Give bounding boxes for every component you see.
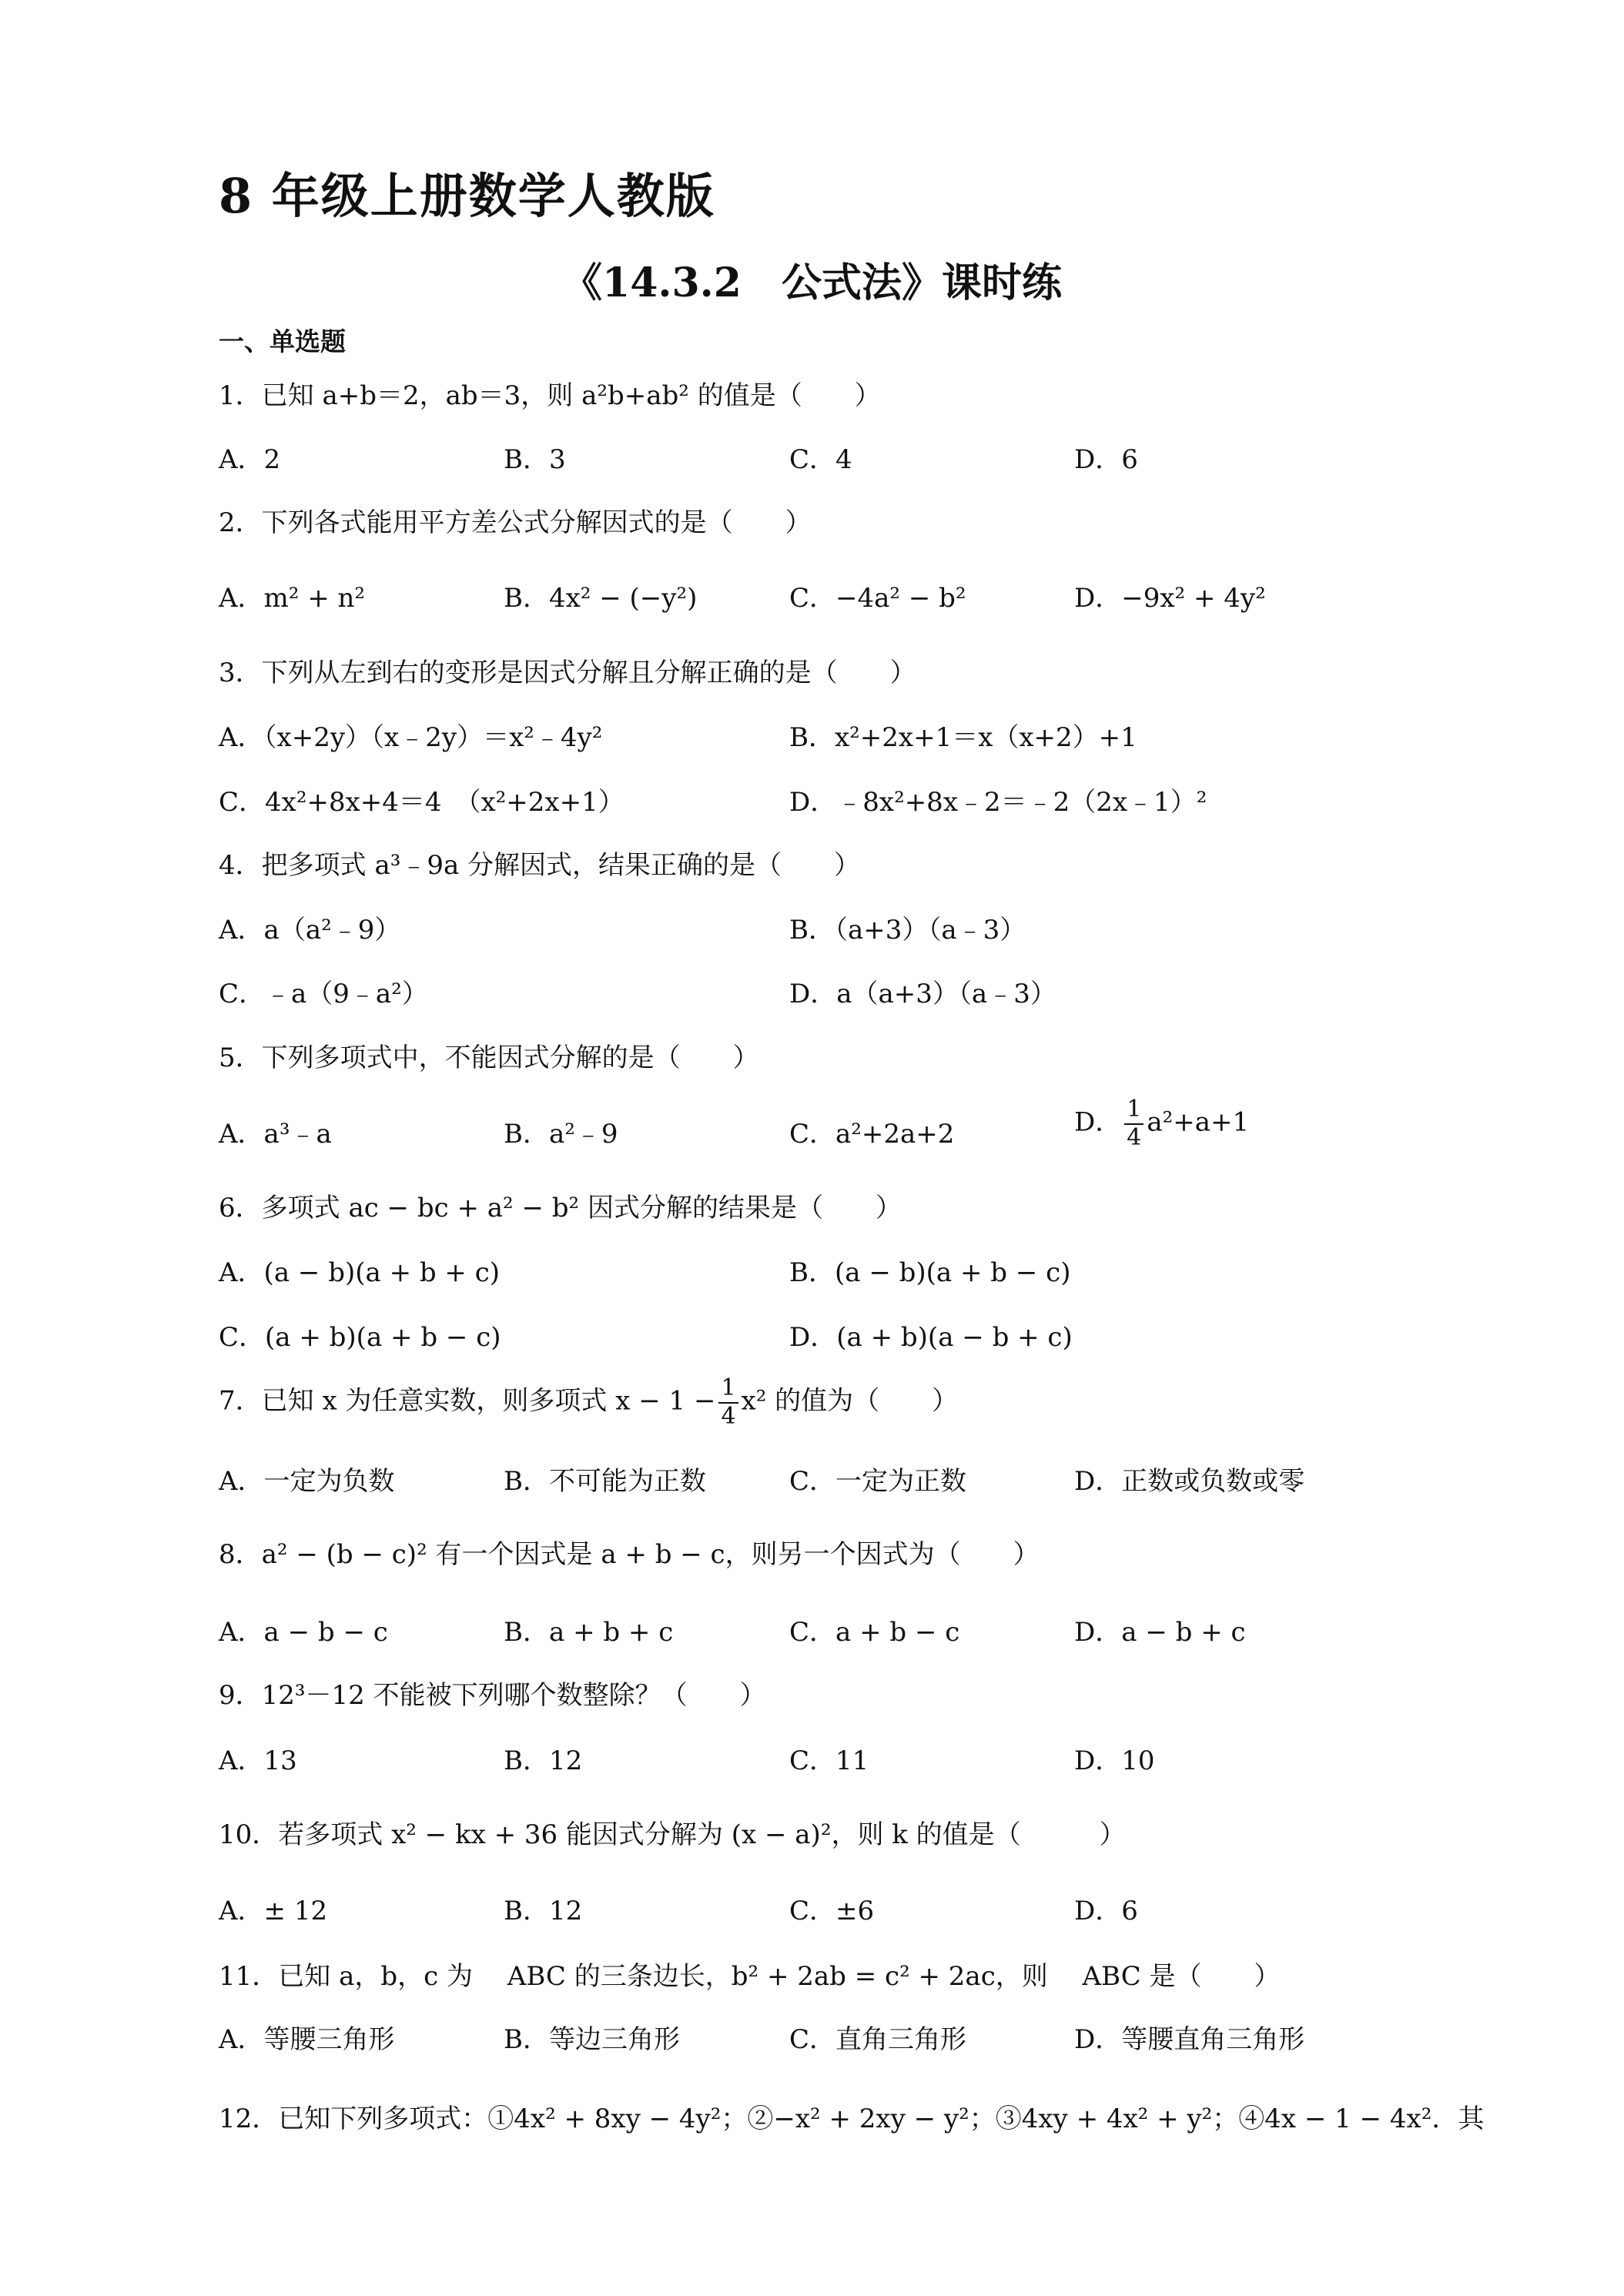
option: B．(a − b)(a + b − c) (789, 1257, 1071, 1288)
option: D．等腰直角三角形 (1074, 2024, 1305, 2055)
option: D．6 (1074, 1896, 1138, 1926)
option: A．(a − b)(a + b + c) (219, 1257, 501, 1288)
question-stem: 8．a² − (b − c)² 有一个因式是 a + b − c，则另一个因式为（ ） (219, 1539, 1040, 1570)
option: D．正数或负数或零 (1074, 1466, 1305, 1497)
option: A．a³﹣a (219, 1119, 332, 1150)
question-stem: 3．下列从左到右的变形是因式分解且分解正确的是（ ） (219, 658, 916, 688)
question-stem: 1．已知 a+b＝2，ab＝3，则 a²b+ab² 的值是（ ） (219, 380, 881, 411)
option: B．a + b + c (504, 1617, 674, 1648)
option: D．10 (1074, 1745, 1155, 1776)
option-tail: a²+a+1 (1147, 1106, 1250, 1138)
question-stem: 12．已知下列多项式：①4x² + 8xy − 4y²；②−x² + 2xy − y²；③4xy + 4x² + y²；④4x − 1 − 4x²．其 (219, 2104, 1485, 2134)
fraction-numerator: 1 (718, 1375, 738, 1404)
option: D．6 (1074, 444, 1138, 475)
fraction-numerator: 1 (1124, 1096, 1143, 1125)
question-stem (219, 1375, 958, 1430)
option: C．(a + b)(a + b − c) (219, 1322, 501, 1353)
option: A．（x+2y）（x﹣2y）＝x²﹣4y² (219, 722, 603, 753)
fraction (1124, 1096, 1143, 1151)
option: C．11 (789, 1745, 869, 1776)
option: C．一定为正数 (789, 1466, 967, 1497)
question-stem: 4．把多项式 a³﹣9a 分解因式，结果正确的是（ ） (219, 850, 861, 881)
option: C．直角三角形 (789, 2024, 967, 2055)
option: D．﹣8x²+8x﹣2＝﹣2（2x﹣1）² (789, 787, 1207, 818)
option: A．一定为负数 (219, 1466, 395, 1497)
option: B．12 (504, 1896, 583, 1926)
option: C．−4a² − b² (789, 583, 966, 614)
question-stem: 9．12³－12 不能被下列哪个数整除？（ ） (219, 1680, 766, 1711)
option: C．a + b − c (789, 1617, 960, 1648)
fraction-denominator: 4 (1127, 1123, 1142, 1151)
option: B．（a+3）（a﹣3） (789, 915, 1026, 946)
lesson-subtitle: 《14.3.2 公式法》课时练 (562, 259, 1062, 306)
question-stem: 10．若多项式 x² − kx + 36 能因式分解为 (x − a)²，则 k 的值是（ ） (219, 1819, 1126, 1850)
option: A．13 (219, 1745, 297, 1776)
fraction (718, 1375, 738, 1430)
option: D．−9x² + 4y² (1074, 583, 1266, 614)
option: A．a − b − c (219, 1617, 388, 1648)
option-label: D． (1074, 1106, 1122, 1138)
option: B．x²+2x+1＝x（x+2）+1 (789, 722, 1137, 753)
fraction-denominator: 4 (721, 1402, 736, 1430)
page-title: 8 年级上册数学人教版 (219, 168, 715, 224)
option: C．﹣a（9﹣a²） (219, 979, 428, 1009)
question-stem: 6．多项式 ac − bc + a² − b² 因式分解的结果是（ ） (219, 1193, 902, 1223)
option: A．2 (219, 444, 281, 475)
option: A．m² + n² (219, 583, 366, 614)
option: D．a − b + c (1074, 1617, 1246, 1648)
question-stem: 11．已知 a，b，c 为 ABC 的三条边长，b² + 2ab = c² + 2ac，则 ABC 是（ ） (219, 1961, 1281, 1992)
option: C．a²+2a+2 (789, 1119, 955, 1150)
option: C．±6 (789, 1896, 875, 1926)
option: B．等边三角形 (504, 2024, 680, 2055)
stem-part: x² 的值为（ ） (741, 1385, 959, 1417)
option: A．± 12 (219, 1896, 328, 1926)
option: A．a（a²﹣9） (219, 915, 401, 946)
option: C．4x²+8x+4＝4 （x²+2x+1） (219, 787, 624, 818)
option: B．不可能为正数 (504, 1466, 706, 1497)
section-heading: 一、单选题 (219, 326, 346, 356)
option: B．12 (504, 1745, 583, 1776)
option: B．a²﹣9 (504, 1119, 618, 1150)
option: A．等腰三角形 (219, 2024, 395, 2055)
question-stem: 5．下列多项式中，不能因式分解的是（ ） (219, 1043, 759, 1073)
option: B．4x² − (−y²) (504, 583, 698, 614)
option: B．3 (504, 444, 566, 475)
stem-part: 7．已知 x 为任意实数，则多项式 x − 1 − (219, 1385, 716, 1417)
option: C．4 (789, 444, 852, 475)
option: D．(a + b)(a − b + c) (789, 1322, 1073, 1353)
question-stem: 2．下列各式能用平方差公式分解因式的是（ ） (219, 507, 812, 538)
option-fraction (1074, 1096, 1249, 1151)
option: D．a（a+3）（a﹣3） (789, 979, 1056, 1009)
